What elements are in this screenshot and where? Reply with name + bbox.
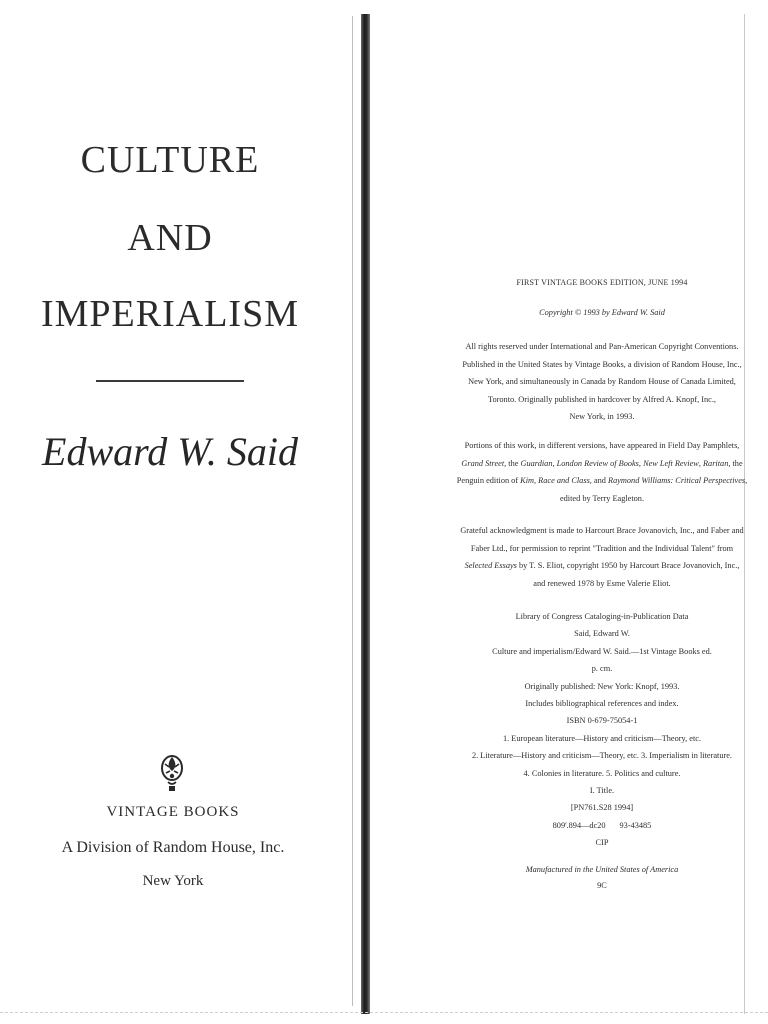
text-run: , bbox=[698, 458, 703, 468]
rights-line: All rights reserved under International and Pan-American Copyright Conventions. bbox=[465, 342, 739, 351]
cip-call-number: [PN761.S28 1994] bbox=[570, 803, 634, 813]
portions-line bbox=[452, 455, 752, 473]
italic-title: New Left Review bbox=[643, 458, 699, 468]
cip-heading: Library of Congress Cataloging-in-Publication Data bbox=[515, 612, 689, 621]
italic-title: Kim bbox=[520, 476, 535, 486]
cip-subject: 1. European literature—History and criticism—Theory, etc. bbox=[502, 733, 702, 743]
text-run: , bbox=[745, 476, 748, 486]
italic-title: London Review of Books bbox=[556, 458, 639, 468]
text-run: , and bbox=[589, 476, 608, 486]
title-page bbox=[0, 0, 362, 1024]
manufacture-block bbox=[452, 862, 752, 894]
text-run: , the bbox=[504, 458, 521, 468]
rights-line: Published in the United States by Vintage Books, a division of Random House, Inc., bbox=[462, 359, 742, 369]
cip-lccn: 93-43485 bbox=[619, 820, 652, 830]
acknowledgment-line bbox=[452, 557, 752, 575]
italic-title: Raritan bbox=[702, 458, 729, 468]
cip-dewey: 809'.894—dc20 bbox=[552, 820, 606, 830]
cip-data-block bbox=[452, 608, 752, 852]
italic-title: Raymond Williams: Critical Perspectives bbox=[608, 476, 746, 486]
italic-title: Grand Street bbox=[461, 458, 505, 468]
portions-line: edited by Terry Eagleton. bbox=[559, 493, 645, 503]
rights-line: New York, and simultaneously in Canada by Random House of Canada Limited, bbox=[468, 377, 736, 387]
publisher-city: New York bbox=[142, 873, 204, 889]
text-run: , bbox=[638, 458, 644, 468]
publisher-division: A Division of Random House, Inc. bbox=[61, 839, 285, 856]
portions-paragraph bbox=[452, 437, 752, 507]
print-code: 9C bbox=[597, 881, 607, 890]
title-rule-divider bbox=[96, 380, 244, 382]
cip-classification bbox=[452, 817, 752, 834]
publisher-name: VINTAGE BOOKS bbox=[106, 804, 240, 820]
title-line-culture: CULTURE bbox=[80, 139, 260, 181]
cip-isbn: ISBN 0-679-75054-1 bbox=[566, 716, 638, 726]
edition-line: FIRST VINTAGE BOOKS EDITION, JUNE 1994 bbox=[516, 278, 688, 287]
italic-title: Race and Class bbox=[538, 476, 590, 486]
cip-subject: 4. Colonies in literature. 5. Politics and culture. bbox=[523, 768, 681, 778]
text-run: Penguin edition of bbox=[456, 476, 521, 486]
acknowledgment-line: Grateful acknowledgment is made to Harcourt Brace Jovanovich, Inc., and Faber and bbox=[460, 526, 744, 535]
title-line-imperialism: IMPERIALISM bbox=[40, 293, 300, 335]
text-run: , bbox=[552, 458, 557, 468]
italic-title: Guardian bbox=[520, 458, 553, 468]
vintage-books-colophon-icon bbox=[158, 748, 186, 794]
cip-original-pub: Originally published: New York: Knopf, 1993. bbox=[524, 681, 680, 691]
portions-line bbox=[452, 472, 752, 490]
cip-pages: p. cm. bbox=[591, 664, 613, 674]
text-run: , bbox=[534, 476, 539, 486]
cip-label: CIP bbox=[595, 838, 609, 848]
cip-title: Culture and imperialism/Edward W. Said.—1st Vintage Books ed. bbox=[492, 646, 712, 656]
book-gutter bbox=[361, 14, 370, 1014]
text-run: by T. S. Eliot, copyright 1950 by Harcourt Brace Jovanovich, Inc., bbox=[516, 561, 740, 571]
text-run: , the bbox=[728, 458, 743, 468]
acknowledgment-line: and renewed 1978 by Esme Valerie Eliot. bbox=[533, 578, 671, 588]
copyright-page bbox=[372, 0, 768, 1024]
portions-line: Portions of this work, in different versions, have appeared in Field Day Pamphlets, bbox=[464, 441, 740, 450]
rights-line: Toronto. Originally published in hardcover by Alfred A. Knopf, Inc., bbox=[488, 394, 716, 404]
cip-includes: Includes bibliographical references and index. bbox=[525, 699, 679, 709]
copyright-line: Copyright © 1993 by Edward W. Said bbox=[539, 308, 665, 317]
cip-title-entry: I. Title. bbox=[589, 786, 615, 796]
rights-paragraph bbox=[452, 338, 752, 426]
rights-line: New York, in 1993. bbox=[569, 412, 635, 422]
author-name: Edward W. Said bbox=[42, 429, 298, 474]
manufactured-line: Manufactured in the United States of America bbox=[525, 865, 679, 874]
cip-author: Said, Edward W. bbox=[574, 629, 630, 639]
acknowledgment-paragraph bbox=[452, 522, 752, 592]
cip-subject: 2. Literature—History and criticism—Theory, etc. 3. Imperialism in literature. bbox=[471, 751, 733, 761]
title-line-and: AND bbox=[127, 217, 213, 259]
acknowledgment-line: Faber Ltd., for permission to reprint "Tradition and the Individual Talent" from bbox=[470, 543, 734, 553]
italic-title: Selected Essays bbox=[464, 561, 517, 571]
